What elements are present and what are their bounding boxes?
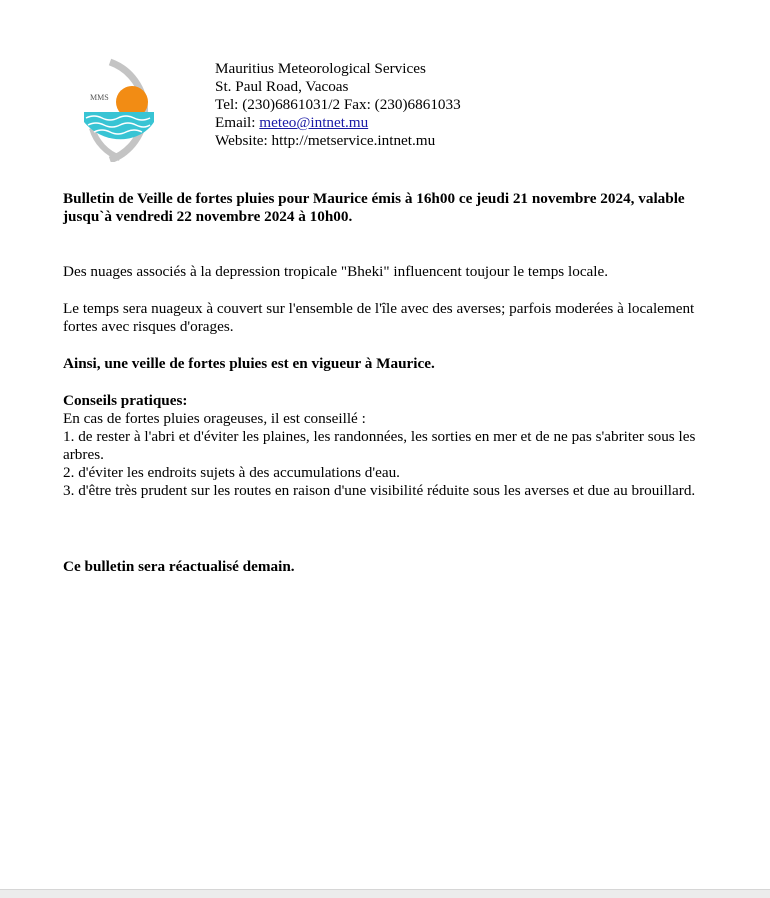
bulletin-title: Bulletin de Veille de fortes pluies pour Maurice émis à 16h00 ce jeudi 21 novembre 2024, valable jusqu`à vendredi 22 novembre 2024 à 10h00. (63, 190, 685, 225)
bulletin-paragraph-2: Le temps sera nuageux à couvert sur l'ensemble de l'île avec des averses; parfois moderées à localement fortes avec risques d'orages. (63, 300, 695, 335)
advice-intro: En cas de fortes pluies orageuses, il est conseillé : (63, 410, 366, 427)
org-address: St. Paul Road, Vacoas (215, 78, 349, 95)
org-website: Website: http://metservice.intnet.mu (215, 132, 436, 149)
bulletin-paragraph-1: Des nuages associés à la depression tropicale "Bheki" influencent toujour le temps locale. (63, 263, 609, 280)
advice-item: 1. de rester à l'abri et d'éviter les plaines, les randonnées, les sorties en mer et de ne pas s'abriter sous les arbres. (63, 428, 696, 463)
watch-statement: Ainsi, une veille de fortes pluies est en vigueur à Maurice. (63, 355, 435, 372)
advice-section (63, 392, 723, 500)
org-email-line (215, 114, 461, 132)
bulletin-footer: Ce bulletin sera réactualisé demain. (63, 558, 295, 575)
logo-text: MMS (90, 93, 109, 102)
org-phone: Tel: (230)6861031/2 Fax: (230)6861033 (215, 96, 461, 113)
advice-item: 3. d'être très prudent sur les routes en raison d'une visibilité réduite sous les averses et due au brouillard. (63, 482, 696, 499)
org-name: Mauritius Meteorological Services (215, 60, 426, 77)
email-label: Email: (215, 114, 260, 131)
advice-heading: Conseils pratiques: (63, 392, 188, 409)
email-link[interactable]: meteo@intnet.mu (259, 114, 369, 131)
advice-item: 2. d'éviter les endroits sujets à des accumulations d'eau. (63, 464, 400, 481)
organization-header (215, 60, 461, 150)
mms-logo (80, 58, 156, 162)
